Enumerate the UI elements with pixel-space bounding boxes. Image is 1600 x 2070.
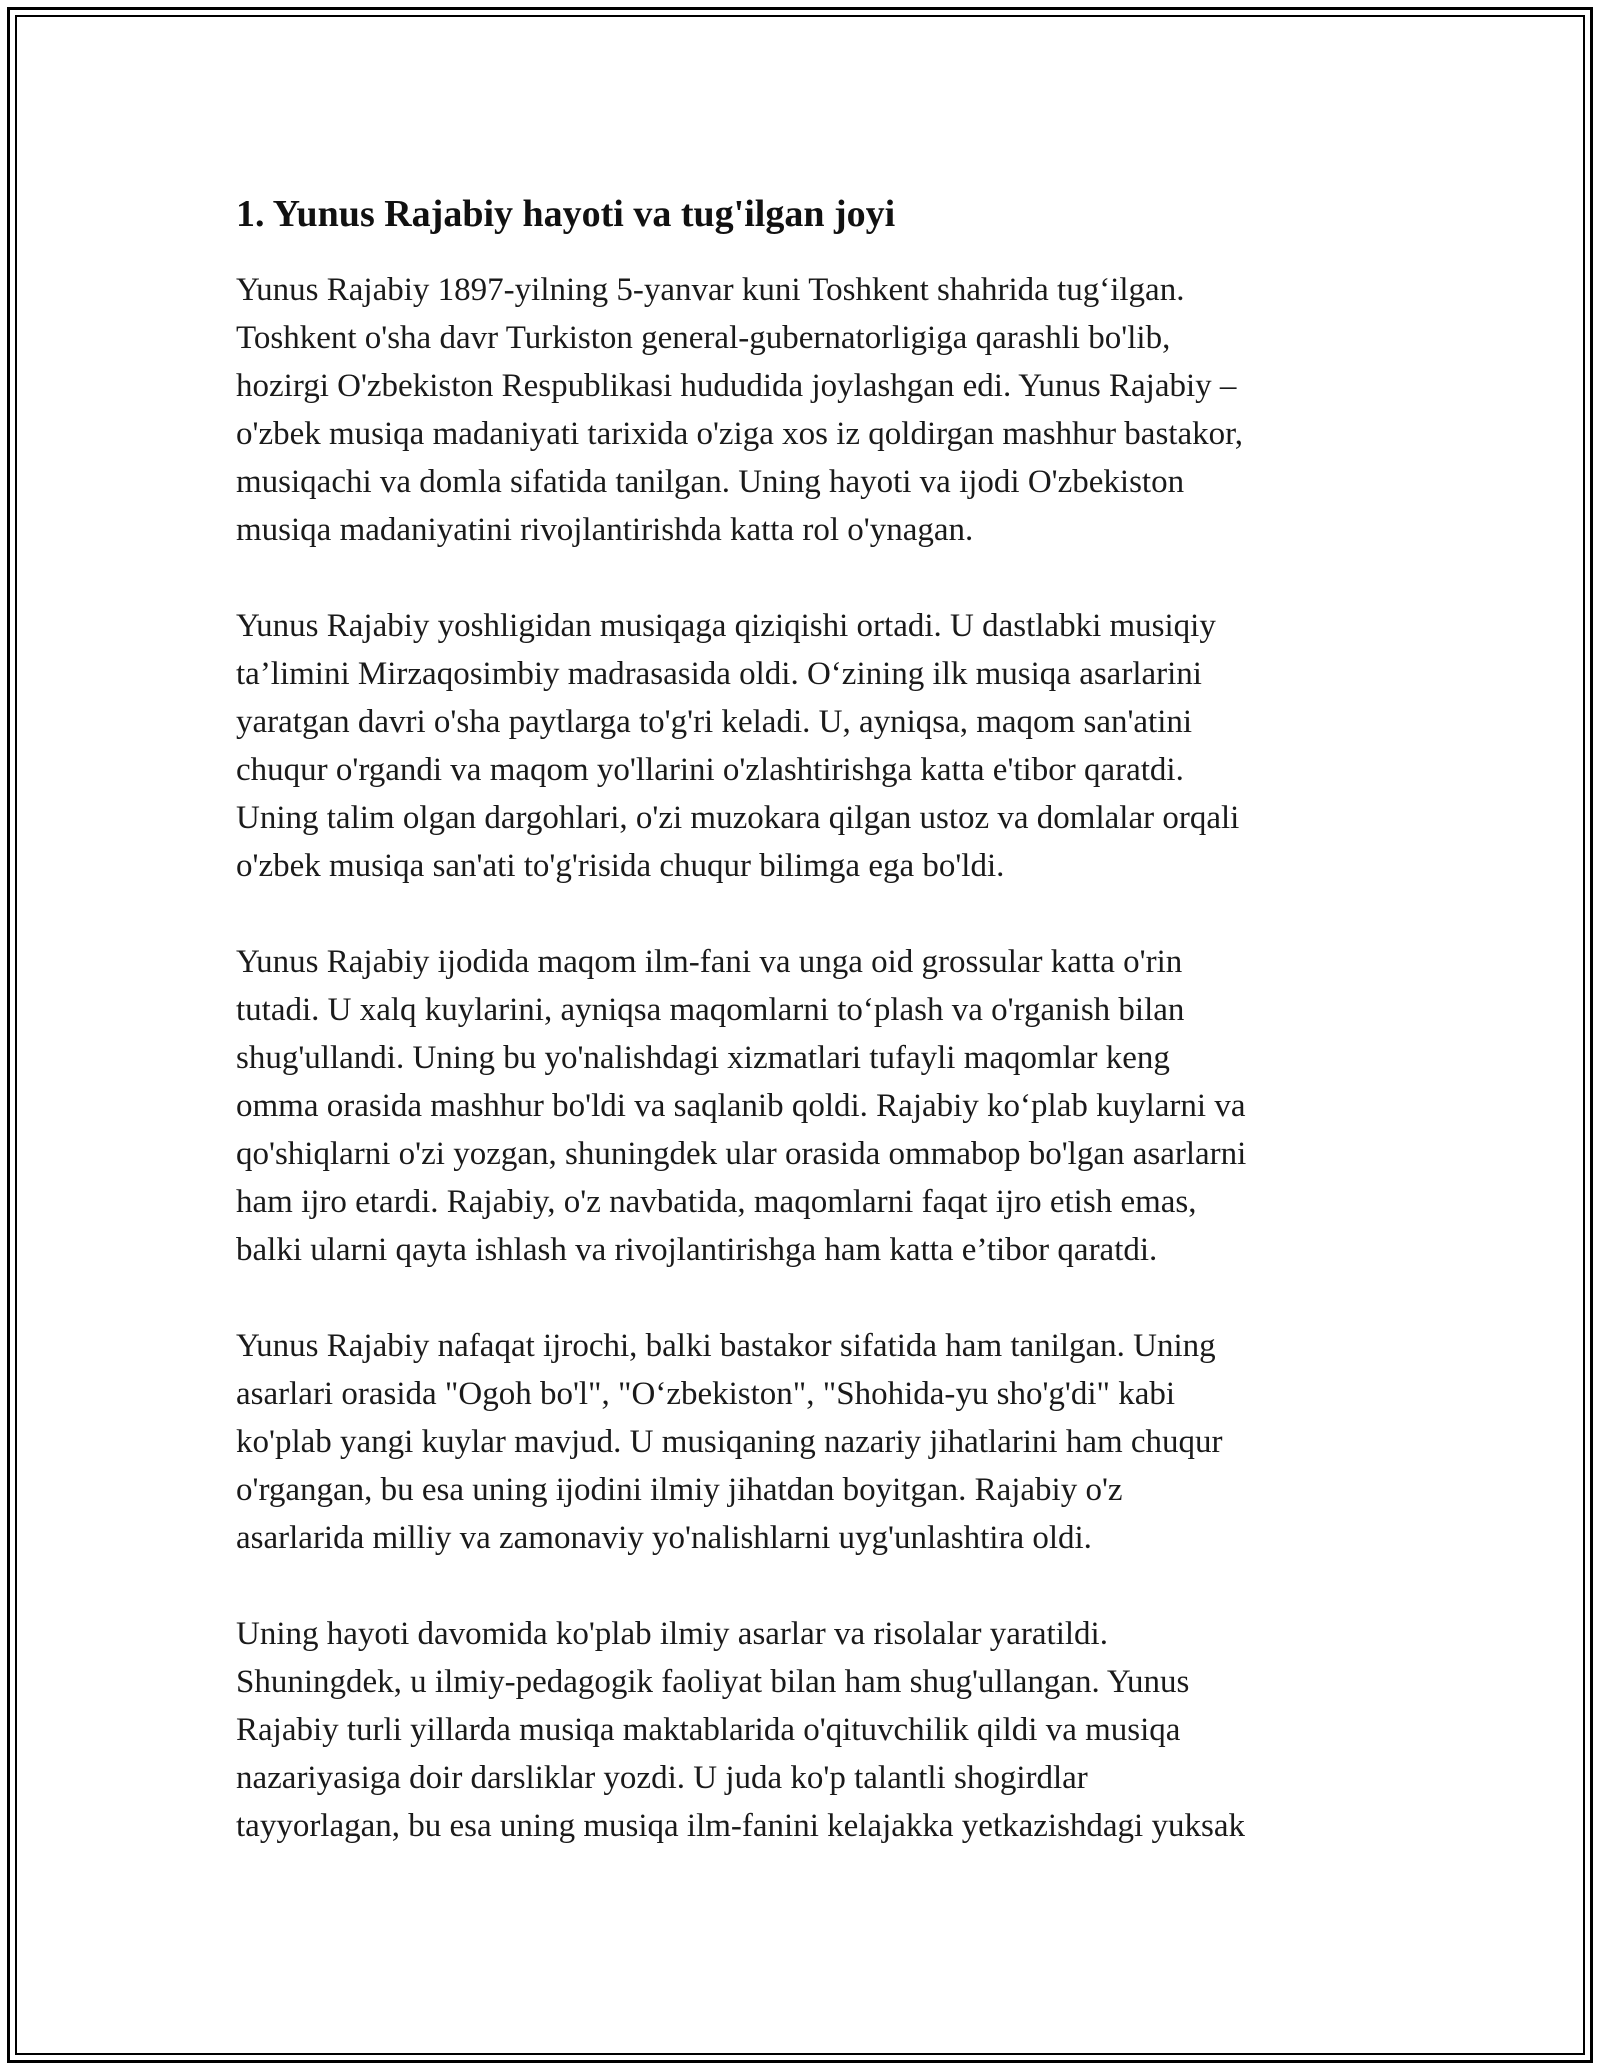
paragraph-line: ta’limini Mirzaqosimbiy madrasasida oldi. O‘zining ilk musiqa asarlarini	[236, 656, 1202, 692]
paragraph-line: shug'ullandi. Uning bu yo'nalishdagi xizmatlari tufayli maqomlar keng	[236, 1040, 1170, 1076]
paragraph-line: Shuningdek, u ilmiy-pedagogik faoliyat bilan ham shug'ullangan. Yunus	[236, 1664, 1190, 1700]
paragraph-line: musiqachi va domla sifatida tanilgan. Uning hayoti va ijodi O'zbekiston	[236, 464, 1185, 500]
paragraph-line: chuqur o'rgandi va maqom yo'llarini o'zlashtirishga katta e'tibor qaratdi.	[236, 752, 1184, 788]
paragraph-line: omma orasida mashhur bo'ldi va saqlanib qoldi. Rajabiy ko‘plab kuylarni va	[236, 1088, 1246, 1124]
paragraph-line: Yunus Rajabiy ijodida maqom ilm-fani va unga oid grossular katta o'rin	[236, 944, 1183, 980]
paragraph-line: Rajabiy turli yillarda musiqa maktablarida o'qituvchilik qildi va musiqa	[236, 1712, 1181, 1748]
paragraph-line: o'zbek musiqa san'ati to'g'risida chuqur bilimga ega bo'ldi.	[236, 848, 1005, 884]
paragraph-line: asarlari orasida "Ogoh bo'l", "O‘zbekiston", "Shohida-yu sho'g'di" kabi	[236, 1376, 1176, 1412]
paragraph-line: musiqa madaniyatini rivojlantirishda katta rol o'ynagan.	[236, 512, 974, 548]
paragraph-line: Uning talim olgan dargohlari, o'zi muzokara qilgan ustoz va domlalar orqali	[236, 800, 1240, 836]
paragraph-line: yaratgan davri o'sha paytlarga to'g'ri keladi. U, ayniqsa, maqom san'atini	[236, 704, 1193, 740]
paragraph-line: asarlarida milliy va zamonaviy yo'nalishlarni uyg'unlashtira oldi.	[236, 1520, 1092, 1556]
paragraph-line: Yunus Rajabiy yoshligidan musiqaga qiziqishi ortadi. U dastlabki musiqiy	[236, 608, 1216, 644]
paragraph-line: o'rgangan, bu esa uning ijodini ilmiy jihatdan boyitgan. Rajabiy o'z	[236, 1472, 1123, 1508]
paragraph	[236, 602, 1376, 890]
paragraph-line: Yunus Rajabiy nafaqat ijrochi, balki bastakor sifatida ham tanilgan. Uning	[236, 1328, 1216, 1364]
section-heading: 1. Yunus Rajabiy hayoti va tug'ilgan joyi	[236, 193, 896, 235]
paragraph-line: o'zbek musiqa madaniyati tarixida o'ziga xos iz qoldirgan mashhur bastakor,	[236, 416, 1244, 452]
document-body	[236, 188, 1376, 1898]
paragraph-line: tutadi. U xalq kuylarini, ayniqsa maqomlarni to‘plash va o'rganish bilan	[236, 992, 1185, 1028]
paragraph	[236, 1610, 1376, 1850]
paragraph-line: qo'shiqlarni o'zi yozgan, shuningdek ular orasida ommabop bo'lgan asarlarni	[236, 1136, 1247, 1172]
paragraph-list	[236, 266, 1376, 1850]
paragraph-line: tayyorlagan, bu esa uning musiqa ilm-fanini kelajakka yetkazishdagi yuksak	[236, 1808, 1245, 1844]
paragraph-line: Toshkent o'sha davr Turkiston general-gubernatorligiga qarashli bo'lib,	[236, 320, 1171, 356]
paragraph-line: hozirgi O'zbekiston Respublikasi hududida joylashgan edi. Yunus Rajabiy –	[236, 368, 1237, 404]
paragraph-line: balki ularni qayta ishlash va rivojlantirishga ham katta e’tibor qaratdi.	[236, 1232, 1158, 1268]
paragraph	[236, 1322, 1376, 1562]
paragraph-line: nazariyasiga doir darsliklar yozdi. U juda ko'p talantli shogirdlar	[236, 1760, 1088, 1796]
paragraph-line: ham ijro etardi. Rajabiy, o'z navbatida, maqomlarni faqat ijro etish emas,	[236, 1184, 1197, 1220]
paragraph-line: Yunus Rajabiy 1897-yilning 5-yanvar kuni Toshkent shahrida tug‘ilgan.	[236, 272, 1185, 308]
paragraph-line: Uning hayoti davomida ko'plab ilmiy asarlar va risolalar yaratildi.	[236, 1616, 1108, 1652]
paragraph-line: ko'plab yangi kuylar mavjud. U musiqaning nazariy jihatlarini ham chuqur	[236, 1424, 1223, 1460]
paragraph	[236, 938, 1376, 1274]
paragraph	[236, 266, 1376, 554]
